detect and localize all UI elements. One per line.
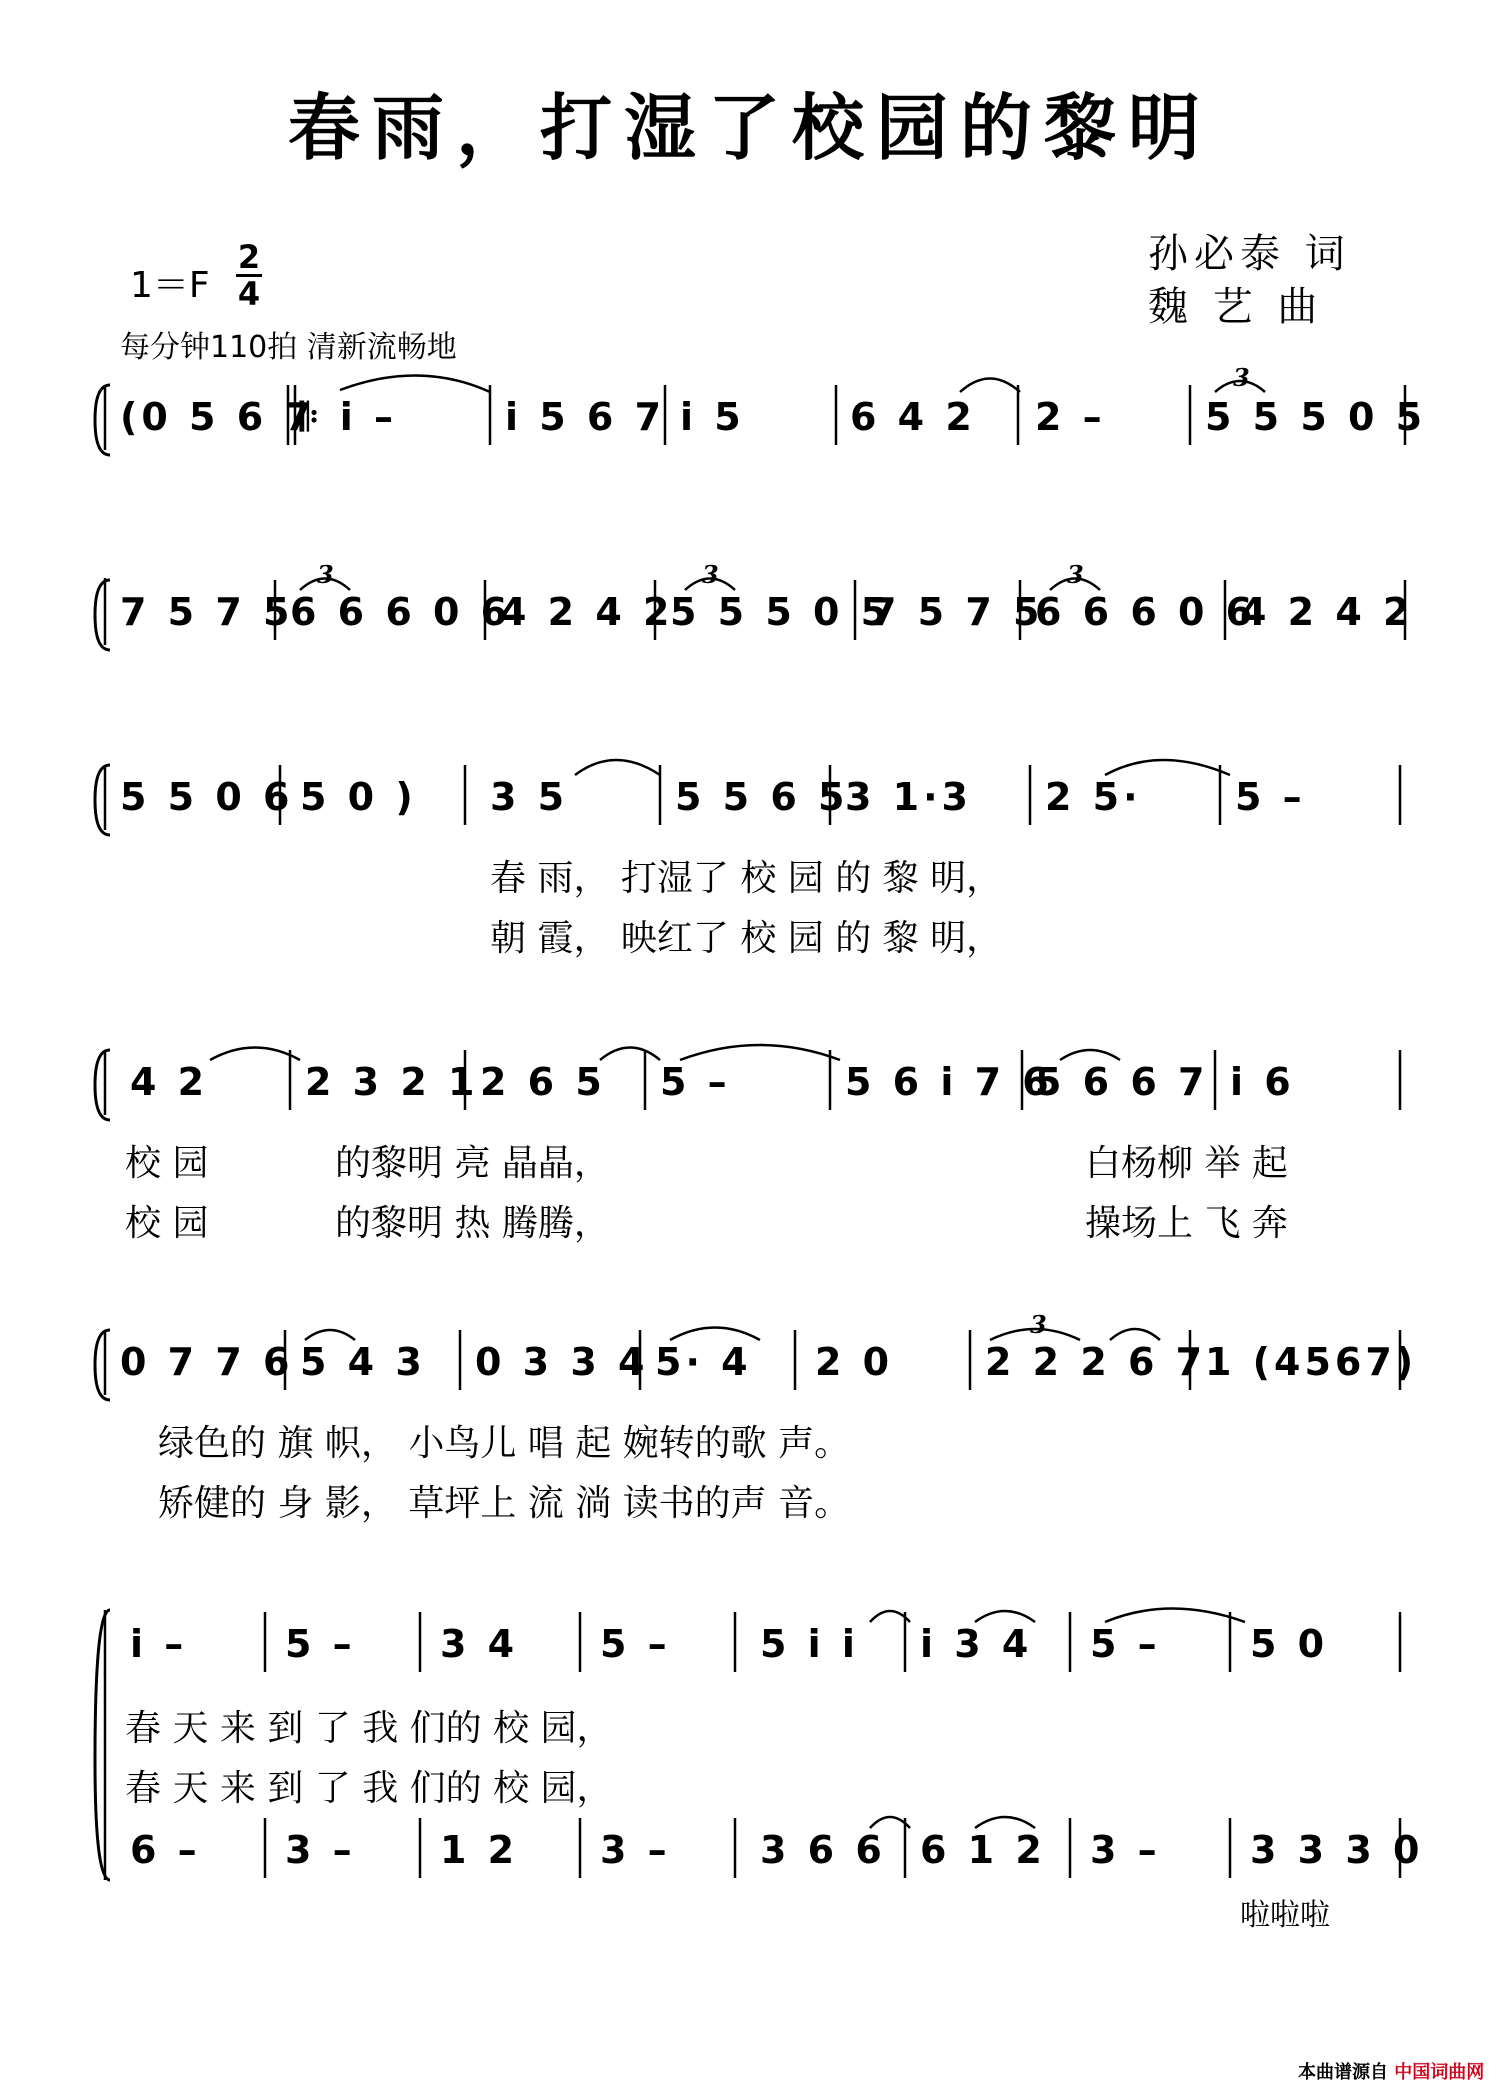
slur bbox=[680, 1045, 840, 1060]
measure-notes: 5 6 6 7 bbox=[1035, 1060, 1209, 1104]
system-brace bbox=[95, 580, 110, 650]
measure-notes: 5 6 i 7 6 bbox=[845, 1060, 1053, 1104]
lyric-row7-la: 啦啦啦 bbox=[1240, 1898, 1330, 1933]
system-brace bbox=[95, 1610, 110, 1880]
measure-notes: 6 6 6 0 6 bbox=[1035, 590, 1257, 634]
slur bbox=[210, 1048, 300, 1061]
measure-notes: 𝄆 i – bbox=[300, 395, 397, 439]
measure-notes: 1 (4567) bbox=[1205, 1340, 1418, 1384]
lyric-row4-right-verse1: 白杨柳 举 起 bbox=[1085, 1143, 1288, 1184]
slur bbox=[305, 1330, 355, 1340]
system-brace bbox=[95, 385, 110, 455]
measure-notes: 4 2 bbox=[130, 1060, 209, 1104]
measure-notes: 3 – bbox=[1090, 1828, 1161, 1872]
key-label: 1＝F bbox=[130, 265, 210, 306]
lyric-row5-verse1: 绿色的 旗 帜， 小鸟儿 唱 起 婉转的歌 声。 bbox=[158, 1423, 851, 1464]
measure-notes: 7 5 7 5 bbox=[120, 590, 294, 634]
measure-notes: i 6 bbox=[1230, 1060, 1295, 1104]
measure-notes: 6 4 2 bbox=[850, 395, 976, 439]
system-brace bbox=[95, 765, 110, 835]
measure-notes: 7 5 7 5 bbox=[870, 590, 1044, 634]
source-prefix: 本曲谱源自 bbox=[1298, 2062, 1388, 2083]
source-footer bbox=[1298, 2058, 1484, 2084]
measure-notes: 3 1·3 bbox=[845, 775, 972, 819]
measure-notes: 5 – bbox=[1235, 775, 1306, 819]
measure-notes: i 5 bbox=[680, 395, 745, 439]
lyricist-credit: 孙必泰 词 bbox=[1148, 231, 1351, 277]
measure-notes: 5 4 3 bbox=[300, 1340, 426, 1384]
time-signature-top: 2 bbox=[237, 238, 261, 276]
measure-notes: 3 – bbox=[600, 1828, 671, 1872]
measure-notes: 6 – bbox=[130, 1828, 201, 1872]
measure-notes: 2 6 5 bbox=[480, 1060, 606, 1104]
lyric-row4-left-verse2: 校 园 bbox=[125, 1203, 209, 1244]
slur bbox=[1110, 1329, 1160, 1340]
system-brace bbox=[95, 1330, 110, 1400]
lyric-row4-mid-verse2: 的黎明 热 腾腾， bbox=[335, 1203, 610, 1244]
measure-notes: 1 2 bbox=[440, 1828, 519, 1872]
measure-notes: 2 3 2 1 bbox=[305, 1060, 479, 1104]
slur bbox=[575, 760, 660, 775]
slur bbox=[670, 1328, 760, 1341]
measure-notes: i – bbox=[130, 1622, 188, 1666]
measure-notes: 3 5 bbox=[490, 775, 569, 819]
measure-notes: 4 2 4 2 bbox=[1240, 590, 1414, 634]
lyric-row6-verse1: 春 天 来 到 了 我 们的 校 园， bbox=[125, 1708, 613, 1749]
triplet-mark: 3 bbox=[1067, 560, 1084, 589]
slur bbox=[1105, 760, 1230, 775]
measure-notes: 5 i i bbox=[760, 1622, 859, 1666]
measure-notes: 3 – bbox=[285, 1828, 356, 1872]
slur bbox=[975, 1611, 1035, 1622]
system-brace bbox=[95, 1050, 110, 1120]
lyric-row6-verse2: 春 天 来 到 了 我 们的 校 园， bbox=[125, 1768, 613, 1809]
tempo-marking: 每分钟110拍 清新流畅地 bbox=[120, 330, 457, 365]
measure-notes: i 3 4 bbox=[920, 1622, 1033, 1666]
measure-notes: 5 – bbox=[660, 1060, 731, 1104]
measure-notes: 0 7 7 6 bbox=[120, 1340, 294, 1384]
measure-notes: 5 – bbox=[285, 1622, 356, 1666]
lyric-row3-verse2: 朝 霞， 映红了 校 园 的 黎 明， bbox=[490, 918, 1003, 959]
measure-notes: 2 0 bbox=[815, 1340, 894, 1384]
measure-notes: 6 6 6 0 6 bbox=[290, 590, 512, 634]
lyric-row4-right-verse2: 操场上 飞 奔 bbox=[1085, 1203, 1288, 1244]
measure-notes: 5· 4 bbox=[655, 1340, 752, 1384]
measure-notes: 5 5 5 0 5 bbox=[1205, 395, 1427, 439]
measure-notes: 2 5· bbox=[1045, 775, 1142, 819]
slur bbox=[1105, 1609, 1245, 1623]
measure-notes: 5 5 5 0 5 bbox=[670, 590, 892, 634]
triplet-mark: 3 bbox=[702, 560, 719, 589]
measure-notes: 5 5 0 6 bbox=[120, 775, 294, 819]
measure-notes: 5 5 6 5 bbox=[675, 775, 849, 819]
composer-credit: 魏 艺 曲 bbox=[1148, 284, 1324, 330]
slur bbox=[1060, 1050, 1120, 1060]
measure-notes: 0 3 3 4 bbox=[475, 1340, 649, 1384]
triplet-mark: 3 bbox=[1030, 1310, 1047, 1339]
lyric-row4-left-verse1: 校 园 bbox=[125, 1143, 209, 1184]
measure-notes: 2 – bbox=[1035, 395, 1106, 439]
slur bbox=[975, 1817, 1035, 1828]
song-title: 春雨，打湿了校园的黎明 bbox=[287, 85, 1212, 170]
slur bbox=[960, 379, 1020, 393]
slur bbox=[340, 375, 490, 392]
measure-notes: (0 5 6 7 bbox=[120, 395, 315, 439]
slur bbox=[600, 1048, 660, 1061]
measure-notes: 3 4 bbox=[440, 1622, 519, 1666]
time-signature-bottom: 4 bbox=[237, 275, 261, 313]
measure-notes: 6 1 2 bbox=[920, 1828, 1046, 1872]
measure-notes: i 5 6 7 bbox=[505, 395, 666, 439]
triplet-mark: 3 bbox=[1233, 363, 1250, 392]
measure-notes: 5 – bbox=[1090, 1622, 1161, 1666]
lyric-row5-verse2: 矫健的 身 影， 草坪上 流 淌 读书的声 音。 bbox=[158, 1483, 851, 1524]
measure-notes: 3 3 3 0 bbox=[1250, 1828, 1424, 1872]
measure-notes: 5 0 bbox=[1250, 1622, 1329, 1666]
lyric-row4-mid-verse1: 的黎明 亮 晶晶， bbox=[335, 1143, 610, 1184]
measure-notes: 3 6 6 bbox=[760, 1828, 886, 1872]
triplet-mark: 3 bbox=[317, 560, 334, 589]
source-site[interactable]: 中国词曲网 bbox=[1394, 2062, 1485, 2083]
measure-notes: 2 2 2 6 7 bbox=[985, 1340, 1207, 1384]
measure-notes: 4 2 4 2 bbox=[500, 590, 674, 634]
measure-notes: 5 0 ) bbox=[300, 775, 417, 819]
lyric-row3-verse1: 春 雨， 打湿了 校 园 的 黎 明， bbox=[490, 858, 1003, 899]
measure-notes: 5 – bbox=[600, 1622, 671, 1666]
